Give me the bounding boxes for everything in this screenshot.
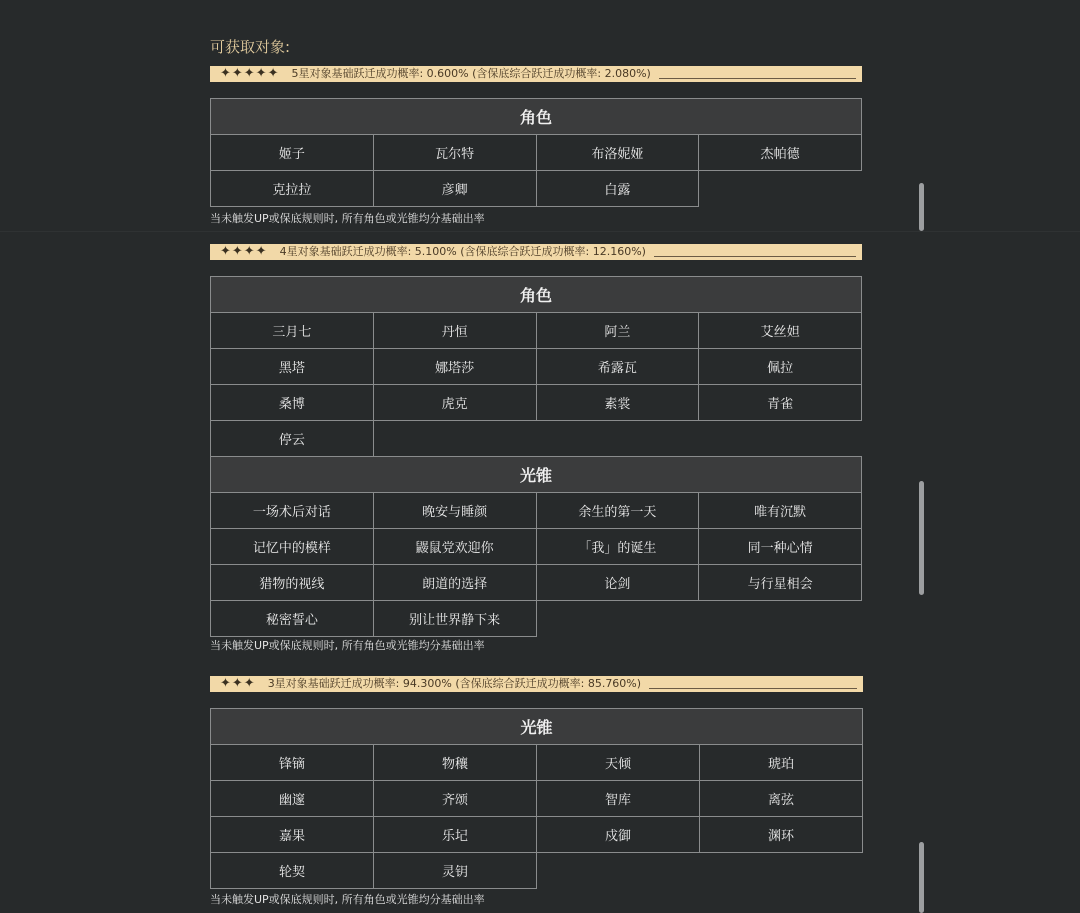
item-cell: 唯有沉默 <box>699 493 862 529</box>
rate-text: 3星对象基础跃迁成功概率: 94.300% (含保底综合跃迁成功概率: 85.760%) <box>267 677 642 690</box>
group-header-row <box>211 457 862 493</box>
item-cell: 论剑 <box>536 565 699 601</box>
item-cell: 晚安与睡颜 <box>373 493 536 529</box>
item-cell: 乐圮 <box>374 817 537 853</box>
table-row <box>211 385 862 421</box>
star-rating-icon: ✦✦✦✦✦ <box>220 66 280 81</box>
item-cell: 杰帕德 <box>699 135 862 171</box>
item-cell: 猎物的视线 <box>211 565 374 601</box>
item-cell: 布洛妮娅 <box>536 135 699 171</box>
table-row <box>211 349 862 385</box>
table-row <box>211 745 863 781</box>
item-cell: 戍御 <box>537 817 700 853</box>
item-cell: 桑博 <box>211 385 374 421</box>
group-header-row <box>211 277 862 313</box>
five-star-rate-banner <box>210 66 862 82</box>
item-cell: 虎克 <box>373 385 536 421</box>
table-row <box>211 781 863 817</box>
banner-underline <box>654 256 856 257</box>
item-cell: 一场术后对话 <box>211 493 374 529</box>
item-cell: 青雀 <box>699 385 862 421</box>
group-title: 光锥 <box>211 709 863 745</box>
group-title: 光锥 <box>211 457 862 493</box>
item-cell: 丹恒 <box>373 313 536 349</box>
item-cell: 余生的第一天 <box>536 493 699 529</box>
item-cell: 锋镝 <box>211 745 374 781</box>
group-title: 角色 <box>211 99 862 135</box>
banner-underline <box>659 78 856 79</box>
table-row <box>211 529 862 565</box>
item-cell: 克拉拉 <box>211 171 374 207</box>
table-row <box>211 817 863 853</box>
item-cell: 佩拉 <box>699 349 862 385</box>
page-heading: 可获取对象: <box>210 38 291 56</box>
rate-note: 当未触发UP或保底规则时, 所有角色或光锥均分基础出率 <box>210 893 485 906</box>
scrollbar-thumb[interactable] <box>919 842 924 913</box>
rate-note: 当未触发UP或保底规则时, 所有角色或光锥均分基础出率 <box>210 212 485 225</box>
empty-cell <box>699 421 862 457</box>
star-rating-icon: ✦✦✦✦ <box>220 244 268 259</box>
item-cell: 希露瓦 <box>536 349 699 385</box>
rate-note: 当未触发UP或保底规则时, 所有角色或光锥均分基础出率 <box>210 639 485 652</box>
item-cell: 轮契 <box>211 853 374 889</box>
group-header-row <box>211 99 862 135</box>
group-title: 角色 <box>211 277 862 313</box>
item-cell: 素裳 <box>536 385 699 421</box>
item-cell: 黑塔 <box>211 349 374 385</box>
divider <box>0 231 1080 232</box>
item-cell: 阿兰 <box>536 313 699 349</box>
item-cell: 渊环 <box>700 817 863 853</box>
empty-cell <box>373 421 536 457</box>
item-cell: 幽邃 <box>211 781 374 817</box>
empty-cell <box>536 601 699 637</box>
empty-cell <box>699 171 862 207</box>
table-row <box>211 135 862 171</box>
item-cell: 嘉果 <box>211 817 374 853</box>
star-rating-icon: ✦✦✦ <box>220 676 256 691</box>
item-cell: 天倾 <box>537 745 700 781</box>
three-star-rate-banner <box>210 676 863 692</box>
item-cell: 彦卿 <box>373 171 536 207</box>
group-header-row <box>211 709 863 745</box>
item-cell: 别让世界静下来 <box>373 601 536 637</box>
item-cell: 艾丝妲 <box>699 313 862 349</box>
table-row <box>211 421 862 457</box>
scrollbar-thumb[interactable] <box>919 183 924 231</box>
item-cell: 同一种心情 <box>699 529 862 565</box>
item-cell: 秘密誓心 <box>211 601 374 637</box>
empty-cell <box>699 601 862 637</box>
empty-cell <box>536 421 699 457</box>
table-row <box>211 565 862 601</box>
four-star-rate-banner <box>210 244 862 260</box>
item-cell: 朗道的选择 <box>373 565 536 601</box>
empty-cell <box>700 853 863 889</box>
item-cell: 三月七 <box>211 313 374 349</box>
item-cell: 琥珀 <box>700 745 863 781</box>
banner-underline <box>649 688 857 689</box>
item-cell: 离弦 <box>700 781 863 817</box>
item-cell: 姬子 <box>211 135 374 171</box>
item-cell: 「我」的诞生 <box>536 529 699 565</box>
item-cell: 智库 <box>537 781 700 817</box>
item-cell: 齐颂 <box>374 781 537 817</box>
item-cell: 记忆中的模样 <box>211 529 374 565</box>
five-star-table <box>210 98 862 207</box>
rate-text: 4星对象基础跃迁成功概率: 5.100% (含保底综合跃迁成功概率: 12.160%) <box>279 245 646 258</box>
table-row <box>211 313 862 349</box>
four-star-table <box>210 276 862 637</box>
scrollbar-thumb[interactable] <box>919 481 924 595</box>
item-cell: 灵钥 <box>374 853 537 889</box>
three-star-table <box>210 708 863 889</box>
item-cell: 物穰 <box>374 745 537 781</box>
table-row <box>211 171 862 207</box>
empty-cell <box>537 853 700 889</box>
item-cell: 白露 <box>536 171 699 207</box>
item-cell: 瓦尔特 <box>373 135 536 171</box>
item-cell: 与行星相会 <box>699 565 862 601</box>
table-row <box>211 601 862 637</box>
rate-text: 5星对象基础跃迁成功概率: 0.600% (含保底综合跃迁成功概率: 2.080%) <box>291 67 651 80</box>
table-row <box>211 853 863 889</box>
table-row <box>211 493 862 529</box>
item-cell: 娜塔莎 <box>373 349 536 385</box>
item-cell: 停云 <box>211 421 374 457</box>
item-cell: 鼹鼠党欢迎你 <box>373 529 536 565</box>
